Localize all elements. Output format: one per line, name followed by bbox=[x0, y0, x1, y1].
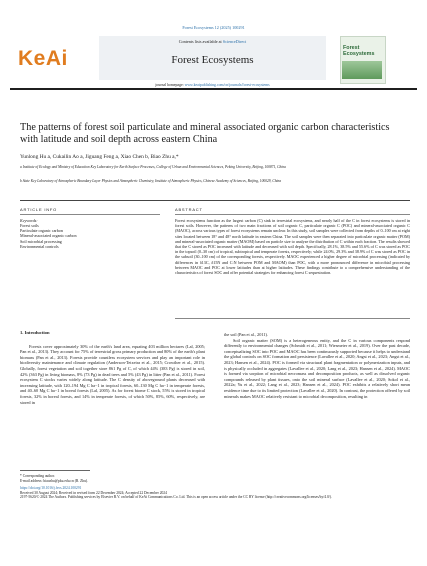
homepage-label: journal homepage: bbox=[155, 83, 184, 87]
doi-link[interactable]: https://doi.org/10.1016/j.fecs.2024.100291 bbox=[20, 486, 82, 491]
affiliation-b: b State Key Laboratory of Atmospheric Boundary Layer Physics and Atmospheric Chemistry, Institute of Atmospheric Physics, Chinese Academy of Sciences, Beijing, 100029, China bbox=[20, 179, 282, 183]
section-divider bbox=[20, 200, 410, 201]
keyword: Mineral-associated organic carbon bbox=[20, 233, 77, 239]
cover-title: Forest Ecosystems bbox=[343, 45, 375, 57]
intro-left-column bbox=[20, 330, 205, 405]
journal-citation[interactable]: Forest Ecosystems 12 (2025) 100291 bbox=[182, 25, 245, 30]
cover-forest-image bbox=[342, 61, 382, 79]
intro-right-column bbox=[224, 332, 410, 399]
sciencedirect-link[interactable]: ScienceDirect bbox=[222, 39, 247, 44]
homepage-link[interactable]: www.keaipublishing.com/cn/journals/forest-ecosystems bbox=[184, 83, 270, 87]
email-note[interactable]: E-mail address: biaozhu@pku.edu.cn (B. Zhu). bbox=[20, 478, 88, 483]
keyword: Particulate organic carbon bbox=[20, 228, 63, 234]
keyword: Soil microbial processing bbox=[20, 238, 62, 244]
author-list[interactable]: Yunlong Hu a, Cukailin Ao a, Jiguang Feng a, Xiao Chen b, Biao Zhu a,* bbox=[20, 154, 179, 160]
intro-heading: 1. Introduction bbox=[20, 330, 50, 335]
affiliation-a: a Institute of Ecology and Ministry of Education Key Laboratory for Earth Surface Processes, College of Urban and Environmental Sciences, Peking University, Beijing, 100871, China bbox=[20, 165, 286, 169]
info-divider bbox=[20, 214, 160, 215]
keywords-heading: Keywords: bbox=[20, 218, 38, 223]
keai-logo[interactable]: KeAi bbox=[18, 47, 68, 70]
journal-name[interactable]: Forest Ecosystems bbox=[171, 54, 254, 66]
article-info-heading: ARTICLE INFO bbox=[20, 207, 58, 212]
abstract-end-divider bbox=[175, 318, 410, 319]
footnotes bbox=[20, 474, 410, 500]
contents-line bbox=[99, 39, 326, 44]
keyword: Forest soils bbox=[20, 223, 39, 228]
header-divider bbox=[10, 88, 417, 90]
intro-paragraph: the soil (Pan et al., 2011). bbox=[224, 332, 268, 337]
footnote-divider bbox=[20, 470, 90, 471]
journal-homepage bbox=[99, 83, 326, 87]
abstract-text: Forest ecosystems function as the largest carbon (C) sink in terrestrial ecosystems, and nearly half of the C in forest ecosystems is stored in forest soils. However, the patterns of two main fractions of soil organic C, particulate organic C (POC) and mineral-associated organic C (MAOC), across various types of forest ecosystems remain unclear. In this study, soil samples were collected from depths of 0–100 cm at eight sites located between 18° and 48° north latitude in eastern China. The soil samples were then separated into particulate organic matter (POM) and mineral-associated organic matter (MAOM) based on particle size to analyze the distribution of C within each fraction. The results showed that the C stored as POC increased with latitude and decreased with soil depth. Specifically, 28.1%, 38.5% and 55.6% of C was stored as POC in the topsoil (0–30 cm) of tropical, subtropical and temperate forests, respectively; while 24.0%, 29.3% and 38.9% of C was stored as POC in the subsoil (30–100 cm) of the corresponding forests, respectively. MAOC experienced a higher degree of microbial processing (indicated by differences in δ13C, δ15N and C:N between POM and MAOM) than POC, with a more pronounced difference in microbial processing between MAOC and POC at lower latitudes than at higher latitudes. These findings contribute to a comprehensive understanding of the characteristics of forest SOC and offer potential strategies for enhancing forest C sequestration. bbox=[175, 218, 410, 276]
keyword: Environmental controls bbox=[20, 243, 59, 249]
abstract-heading: ABSTRACT bbox=[175, 207, 203, 212]
abstract-divider bbox=[175, 214, 410, 215]
intro-paragraph: Forests cover approximately 30% of the earth's land area, equating 403 million hectares (Lal, 2005; Pan et al., 2013). They account for 75% of terrestrial gross primary production and 80% of the earth's plant biomass (Pan et al., 2013). Forests provide countless ecosystem services and play an important role in biodiversity maintenance and climate regulation (Anderson-Teixeira et al., 2015; Crowther et al., 2015). Globally, forest vegetation and soil together store 861 Pg of C, of which 44% (383 Pg) is stored in soil, 42% (363 Pg) in living biomass, 8% (73 Pg) in dead trees and 5% (43 Pg) in litter (Pan et al., 2011). Forest ecosystem C stocks varies widely along latitude. The C density of aboveground plants decreased with increasing latitude, with 120–194 Mg C ha−1 in tropical forests, 60–130 Mg C ha−1 in temperate forests, and 40–60 Mg C ha−1 in boreal forests (Lal, 2005). As for forest biome C stock, 55% is stored in tropical forests, 32% in boreal forests, and 14% in temperate forests, of which 50%, 85%, 60%, respectively, are stored in bbox=[20, 343, 205, 405]
corresponding-author-note: * Corresponding author. bbox=[20, 474, 55, 478]
article-title: The patterns of forest soil particulate and mineral associated organic carbon characteristics with latitude and soil depth across eastern China bbox=[20, 122, 390, 145]
received-dates: Received 30 August 2024; Received in revised form 22 December 2024; Accepted 22 December 2024 bbox=[20, 490, 167, 495]
keywords-list bbox=[20, 223, 77, 249]
contents-text: Contents lists available at bbox=[178, 39, 222, 44]
license-note[interactable]: 2197-5620/© 2024 The Authors. Publishing services by Elsevier B.V. on behalf of KeAi Communications Co. Ltd. This is an open access article under the CC BY license (http://creativecommons.org/licenses/by/4.0/). bbox=[20, 495, 332, 500]
intro-paragraph: Soil organic matter (SOM) is a heterogeneous entity, and the C in various components respond differently to environmental changes (Schmidt et al., 2011; Wiesmeier et al., 2019). Over the past decade, conceptualizing SOC into POC and MAOC has been continuously supported because it helps to understand the global controls on SOC formation and persistence (Lavallee et al., 2020; Angst et al., 2023; Angst et al., 2023; Hansen et al., 2024). POC is formed via structural plant fragmentation or polymerization inputs, and is physically occluded in aggregates (Lavallee et al., 2020; Lang et al., 2023; Hansen et al., 2024). MAOC is formed via sorption of microbial necromass and decomposition products, as well as dissolved organic compounds released by plant tissues, onto the soil mineral surface (Lavallee et al., 2020; Sokol et al., 2022a; Yu et al., 2022; Lang et al., 2023; Hansen et al., 2024). POC exhibits a relatively short mean residence time due to its limited protection (Lavallee et al., 2020). In contrast, the protection offered by soil minerals makes MAOC relatively resistant to microbial decomposition, resulting in bbox=[224, 337, 410, 399]
